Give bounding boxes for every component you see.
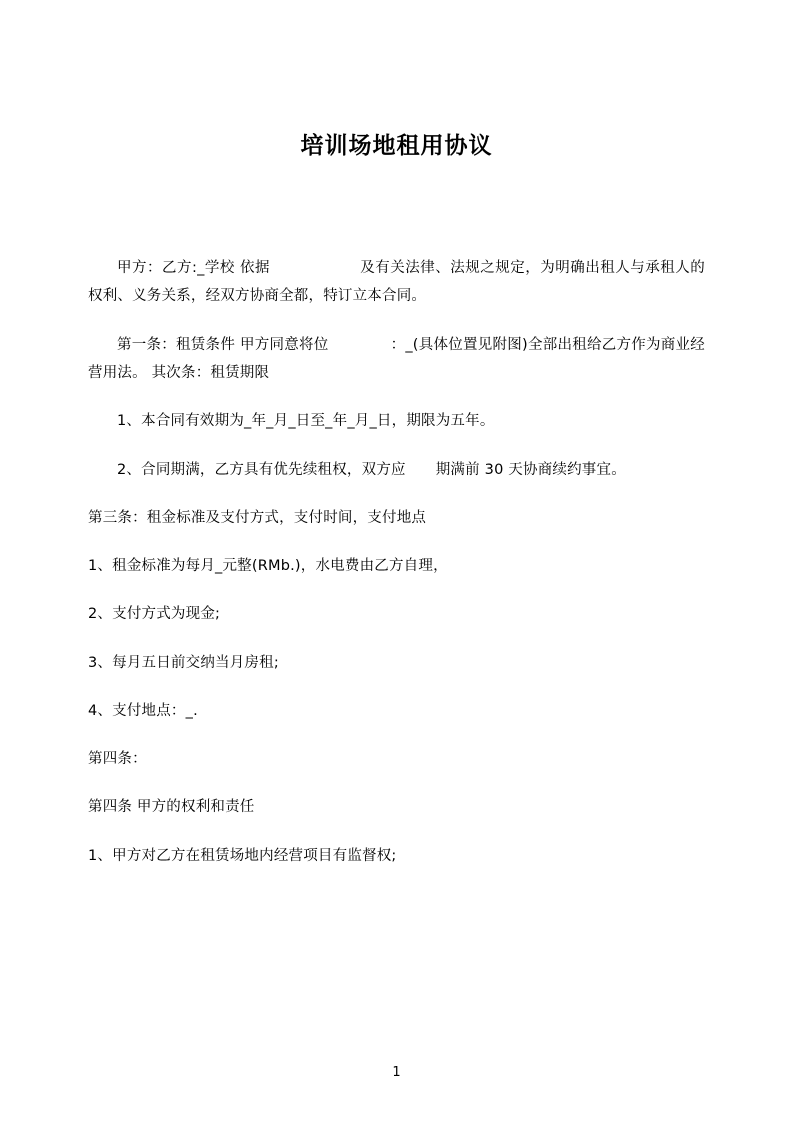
paragraph-item-3-3 xyxy=(88,649,705,677)
paragraph-article-4-title xyxy=(88,793,705,821)
paragraph-article-4-title-text: 第四条 甲方的权利和责任 xyxy=(88,799,255,816)
paragraph-article-3-text: 第三条：租金标准及支付方式，支付时间，支付地点 xyxy=(88,509,427,526)
paragraph-article-3 xyxy=(88,504,705,532)
paragraph-item-1-2-text: 2、合同期满，乙方具有优先续租权，双方应 xyxy=(117,461,406,478)
paragraph-parties-text2: 及有关法律、法规之规定，为明确出租人与承租人的权利、义务关系，经双方协商全都，特订立本合同。 xyxy=(88,260,705,305)
paragraph-parties-text: 甲方：乙方:_学校 依据 xyxy=(117,260,270,277)
page-title: 培训场地租用协议 xyxy=(300,133,493,159)
paragraph-item-3-4 xyxy=(88,697,705,725)
paragraph-item-3-3-text: 3、每月五日前交纳当月房租; xyxy=(88,654,279,671)
paragraph-item-1-1-text: 1、本合同有效期为_年_月_日至_年_月_日，期限为五年。 xyxy=(117,413,495,430)
paragraph-parties xyxy=(88,254,705,311)
paragraph-item-1-2-text2: 期满前 30 天协商续约事宜。 xyxy=(435,461,626,478)
paragraph-article-4-head-text: 第四条： xyxy=(88,751,147,768)
paragraph-article-1-text: 第一条：租赁条件 甲方同意将位 xyxy=(117,336,329,353)
paragraph-item-3-1 xyxy=(88,552,705,580)
paragraph-item-3-4-text: 4、支付地点：_. xyxy=(88,702,198,719)
paragraph-item-4-1 xyxy=(88,842,705,870)
paragraph-item-1-2 xyxy=(88,456,705,484)
paragraph-article-1-text2: ：_(具体位置见附图)全部出租给乙方作为商业经营用法。 其次条：租赁期限 xyxy=(88,336,705,381)
paragraph-item-3-1-text: 1、租金标准为每月_元整(RMb.)，水电费由乙方自理， xyxy=(88,558,448,575)
paragraph-article-1 xyxy=(88,331,705,388)
paragraph-item-1-1 xyxy=(88,407,705,435)
paragraph-article-4-head xyxy=(88,745,705,773)
paragraph-item-3-2-text: 2、支付方式为现金; xyxy=(88,606,221,623)
document-body xyxy=(88,254,705,870)
paragraph-item-3-2 xyxy=(88,600,705,628)
page-number: 1 xyxy=(392,1065,401,1080)
paragraph-item-4-1-text: 1、甲方对乙方在租赁场地内经营项目有监督权; xyxy=(88,847,397,864)
